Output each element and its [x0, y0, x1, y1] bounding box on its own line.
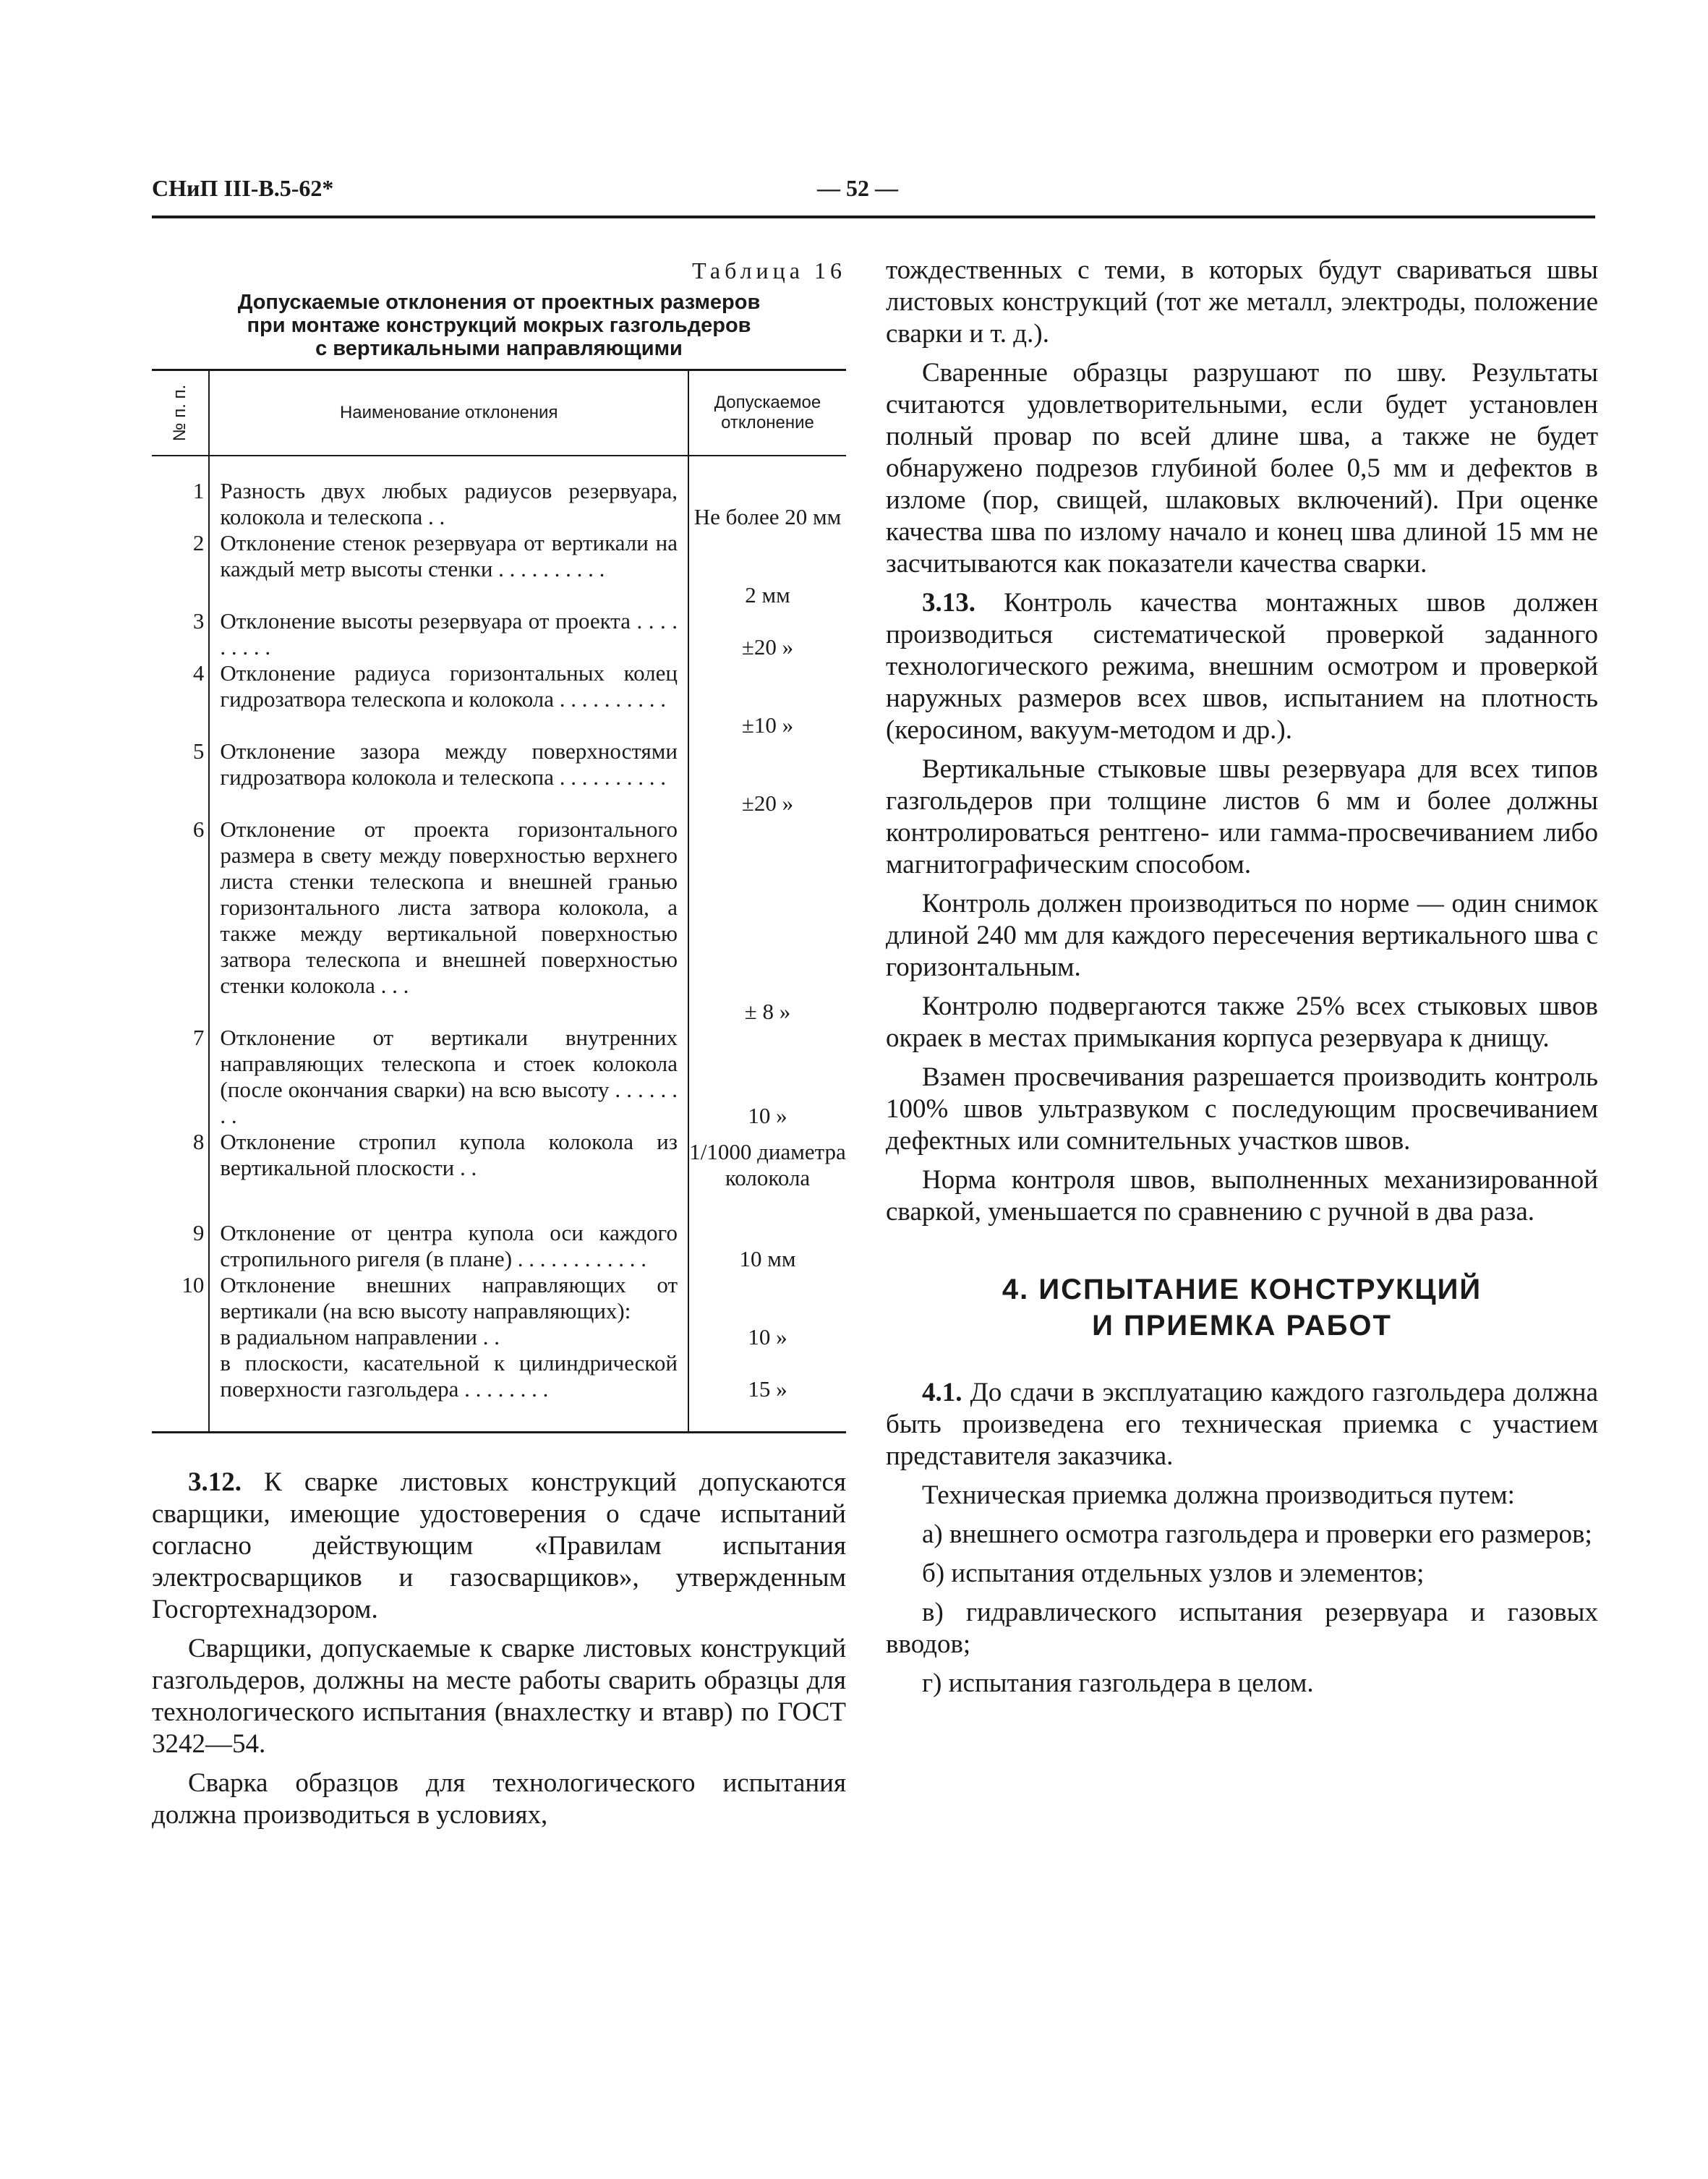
paragraph: Техническая приемка должна производиться путем: — [922, 1480, 1515, 1510]
row-number: 3 — [152, 608, 209, 660]
left-column — [152, 255, 846, 1831]
paragraph: Контроль должен производиться по норме — один снимок длиной 240 мм для каждого пересечения вертикального шва с горизонтальным. — [886, 889, 1598, 982]
sub-row-value: 10 » — [688, 1324, 846, 1350]
paragraph: Сваренные образцы разрушают по шву. Результаты считаются удовлетворительными, если будет установлен полный провар по всей длине шва, а также не будет обнаружено подрезов глубиной более 0,5 мм и дефектов в изломе (пор, свищей, шлаковых включений). При оценке качества шва по излому начало и конец шва длиной 15 мм не засчитываются как показатели качества сварки. — [886, 358, 1598, 579]
page-header — [152, 172, 1595, 218]
table-row — [152, 1272, 846, 1324]
row-value: 10 мм — [688, 1220, 846, 1272]
paragraph: Контролю подвергаются также 25% всех стыковых швов окраек в местах примыкания корпуса резервуара к днищу. — [886, 992, 1598, 1053]
table-row — [152, 530, 846, 608]
row-value: 10 » — [688, 1025, 846, 1129]
row-number: 6 — [152, 816, 209, 1025]
column-header-name: Наименование отклонения — [209, 370, 688, 456]
paragraph: Сварщики, допускаемые к сварке листовых конструкций газгольдеров, должны на месте работы сварить образцы для технологического испытания (внахлестку и втавр) по ГОСТ 3242—54. — [152, 1634, 846, 1759]
row-value: ±20 » — [688, 608, 846, 660]
paragraph-3-12: 3.12. К сварке листовых конструкций допускаются сварщики, имеющие удостоверения о сдаче испытаний согласно действующим «Правилам испытания электросварщиков и газосварщиков», утвержденным Госгортехнадзором. — [152, 1467, 846, 1624]
list-item: б) испытания отдельных узлов и элементов; — [922, 1558, 1425, 1588]
table-row — [152, 608, 846, 660]
list-item: а) внешнего осмотра газгольдера и проверки его размеров; — [922, 1519, 1592, 1549]
table-title — [152, 291, 846, 360]
table-row — [152, 816, 846, 1025]
paragraph-3-13: 3.13. Контроль качества монтажных швов должен производиться систематической проверкой заданного технологического режима, внешним осмотром и проверкой наружных размеров всех швов, испытанием на плотность (керосином, вакуум-методом и др.). — [886, 588, 1598, 745]
deviation-table — [152, 369, 846, 1433]
row-name: Отклонение от вертикали внутренних направляющих телескопа и стоек колокола (после окончания сварки) на всю высоту . . . . . . . . — [220, 1025, 678, 1128]
sub-row-name: в радиальном направлении . . — [220, 1324, 500, 1349]
table-row — [152, 1220, 846, 1272]
row-value: ± 8 » — [688, 816, 846, 1025]
table-label: Таблица 16 — [692, 257, 846, 283]
table-row — [152, 738, 846, 816]
sub-row-value: 15 » — [688, 1350, 846, 1433]
right-column — [886, 255, 1598, 1700]
paragraph: Взамен просвечивания разрешается производить контроль 100% швов ультразвуком с последующим просвечиванием дефектных или сомнительных участков швов. — [886, 1062, 1598, 1156]
table-row — [152, 456, 846, 530]
row-number: 5 — [152, 738, 209, 816]
row-value: ±20 » — [688, 738, 846, 816]
row-name: Отклонение стропил купола колокола из вертикальной плоскости . . — [220, 1129, 678, 1180]
row-name: Разность двух любых радиусов резервуара, колокола и телескопа . . — [220, 478, 678, 529]
table-title-line: Допускаемые отклонения от проектных размеров — [237, 291, 761, 314]
row-value: 2 мм — [688, 530, 846, 608]
table-sub-row — [152, 1350, 846, 1433]
section-title — [886, 1271, 1598, 1344]
row-name: Отклонение радиуса горизонтальных колец гидрозатвора телескопа и колокола . . . . . . . . . . — [220, 660, 678, 712]
table-row — [152, 1025, 846, 1129]
row-value: Не более 20 мм — [688, 456, 846, 530]
row-number: 10 — [152, 1272, 209, 1324]
row-name: Отклонение высоты резервуара от проекта . . . . . . . . . — [220, 608, 678, 660]
table-header-row — [152, 370, 846, 456]
table-title-line: при монтаже конструкций мокрых газгольдеров — [247, 314, 751, 337]
column-header-number: № п. п. — [152, 370, 209, 456]
list-item: в) гидравлического испытания резервуара и газовых вводов; — [886, 1598, 1598, 1659]
row-number: 4 — [152, 660, 209, 738]
row-name: Отклонение зазора между поверхностями гидрозатвора колокола и телескопа . . . . . . . . . . — [220, 738, 678, 790]
row-value — [688, 1272, 846, 1324]
row-name: Отклонение от центра купола оси каждого стропильного ригеля (в плане) . . . . . . . . . . . . — [220, 1220, 678, 1271]
table-sub-row — [152, 1324, 846, 1350]
row-name: Отклонение стенок резервуара от вертикали на каждый метр высоты стенки . . . . . . . . . . — [220, 530, 678, 581]
row-name: Отклонение от проекта горизонтального размера в свету между поверхностью верхнего листа стенки телескопа и внешней гранью горизонтального листа затвора колокола, а также между вертикальной поверхностью затвора телескопа и внешней поверхностью стенки колокола . . . — [220, 816, 678, 998]
row-number: 9 — [152, 1220, 209, 1272]
paragraph-4-1: 4.1. До сдачи в эксплуатацию каждого газгольдера должна быть произведена его техническая приемка с участием представителя заказчика. — [886, 1378, 1598, 1471]
list-item: г) испытания газгольдера в целом. — [922, 1668, 1314, 1698]
document-code: СНиП III-В.5-62* — [152, 175, 334, 201]
row-value: ±10 » — [688, 660, 846, 738]
row-number: 2 — [152, 530, 209, 608]
row-value: 1/1000 диаметра колокола — [688, 1129, 846, 1220]
paragraph: Сварка образцов для технологического испытания должна производиться в условиях, — [152, 1768, 846, 1830]
page-number: — 52 — — [817, 175, 898, 201]
row-name: Отклонение внешних направляющих от вертикали (на всю высоту направляющих): — [220, 1272, 678, 1323]
paragraph: Вертикальные стыковые швы резервуара для всех типов газгольдеров при толщине листов 6 мм и более должны контролироваться рентгено- или гамма-просвечиванием либо магнитографическим способом. — [886, 754, 1598, 879]
table-title-line: с вертикальными направляющими — [315, 337, 683, 360]
row-number: 1 — [152, 456, 209, 530]
column-header-value: Допускаемое отклонение — [688, 370, 846, 456]
table-row — [152, 1129, 846, 1220]
row-number: 8 — [152, 1129, 209, 1220]
acceptance-list — [886, 1519, 1598, 1700]
paragraph: тождественных с теми, в которых будут свариваться швы листовых конструкций (тот же металл, электроды, положение сварки и т. д.). — [886, 255, 1598, 349]
row-number: 7 — [152, 1025, 209, 1129]
table-row — [152, 660, 846, 738]
section-title-line: 4. ИСПЫТАНИЕ КОНСТРУКЦИЙ — [1002, 1274, 1482, 1305]
paragraph: Норма контроля швов, выполненных механизированной сваркой, уменьшается по сравнению с ручной в два раза. — [886, 1165, 1598, 1227]
sub-row-name: в плоскости, касательной к цилиндрической поверхности газгольдера . . . . . . . . — [220, 1350, 678, 1402]
section-title-line: И ПРИЕМКА РАБОТ — [1092, 1310, 1392, 1342]
